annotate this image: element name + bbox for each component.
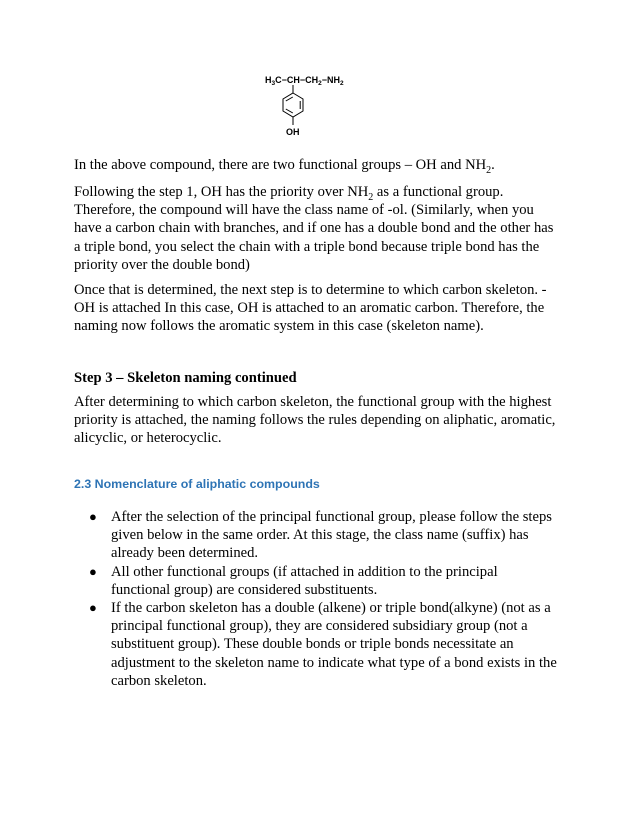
ring-double-bond-3	[286, 109, 293, 113]
paragraph-step1-priority: Following the step 1, OH has the priority over $NH_2$ as a functional group. Therefore, the compound will have the class name of -ol. (Similarly, when you have a carbon chain with branches, and if one has a double bond and the other has a triple bond, you select the chain with a triple bond because triple bond has the priority over the double bond)	[74, 184, 554, 273]
paragraph-carbon-skeleton: Once that is determined, the next step is to determine to which carbon skeleton. -OH is attached In this case, OH is attached to an aromatic carbon. Therefore, the naming now follows the aromatic system in this case (skeleton name).	[74, 282, 547, 335]
steps-list	[74, 508, 558, 690]
structure-drawing	[255, 70, 375, 150]
ring-double-bond-2	[286, 97, 293, 101]
hydroxyl-label: OH	[286, 127, 300, 137]
structure-formula: $H_3C-CH-CH_2-NH_2$	[265, 75, 344, 87]
list-item-text: If the carbon skeleton has a double (alkene) or triple bond(alkyne) (not as a principal functional group), they are considered subsidiary group (not a substituent group). These double bonds or triple bonds necessitate an adjustment to the skeleton name to indicate what type of a bond exists in the carbon skeleton.	[111, 600, 557, 689]
bullet-icon: ●	[89, 563, 97, 579]
list-item	[74, 508, 558, 563]
chemical-structure	[255, 70, 375, 150]
list-item-text: After the selection of the principal functional group, please follow the steps given below in the same order. At this stage, the class name (suffix) has already been determined.	[111, 509, 552, 562]
paragraph-functional-groups: In the above compound, there are two functional groups – OH and $NH_2$.	[74, 157, 495, 176]
list-item-text: All other functional groups (if attached in addition to the principal functional group) are considered substituents.	[111, 563, 498, 598]
section-heading-aliphatic: 2.3 Nomenclature of aliphatic compounds	[74, 477, 320, 491]
list-item	[74, 563, 558, 599]
bullet-icon: ●	[89, 600, 97, 616]
step3-heading: Step 3 – Skeleton naming continued	[74, 370, 297, 386]
bullet-icon: ●	[89, 509, 97, 524]
list-item	[74, 599, 558, 690]
paragraph-skeleton-naming: After determining to which carbon skeleton, the functional group with the highest priority is attached, the naming follows the rules depending on aliphatic, aromatic, alicyclic, or heterocyclic.	[74, 394, 556, 447]
